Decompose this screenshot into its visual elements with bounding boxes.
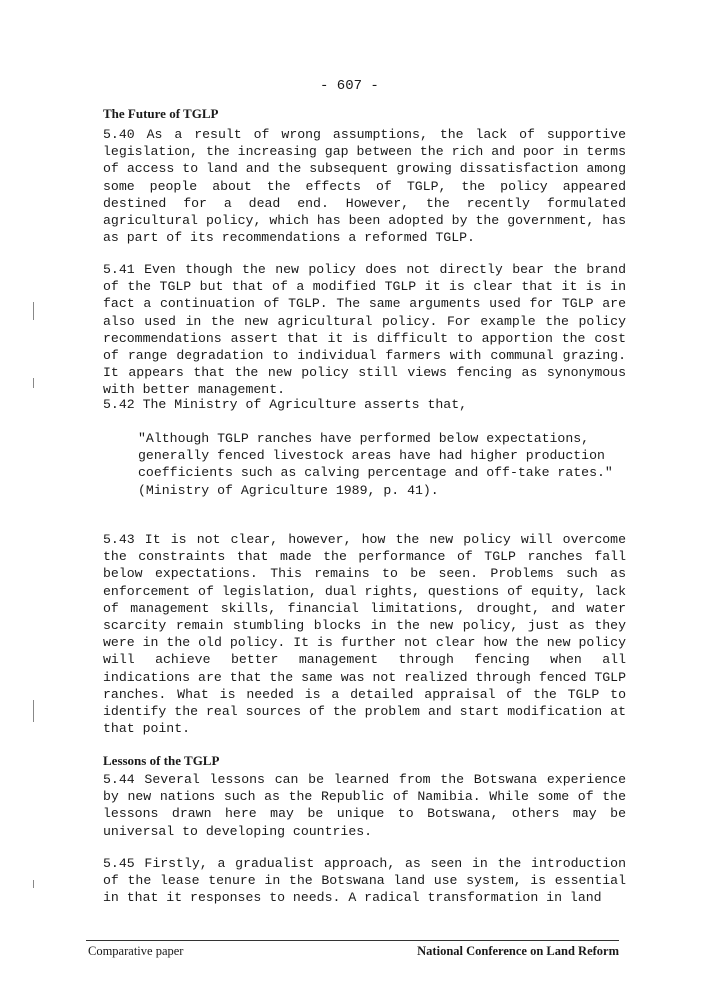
section-heading-lessons: Lessons of the TGLP: [103, 753, 220, 768]
footer-right-text: National Conference on Land Reform: [417, 944, 619, 958]
page-number: - 607 -: [320, 78, 379, 94]
paragraph-5-44: 5.44 Several lessons can be learned from the Botswana experience by new nations such as the Republic of Namibia. While some of the lessons drawn here may be unique to Botswana, others may be universal to developing countries.: [103, 772, 626, 839]
paragraph-5-40: 5.40 As a result of wrong assumptions, the lack of supportive legislation, the increasing gap between the rich and poor in terms of access to land and the subsequent growing dissatisfaction among some people about the effects of TGLP, the policy appeared destined for a dead end. However, the recently formulated agricultural policy, which has been adopted by the government, has as part of its recommendations a reformed TGLP.: [103, 127, 626, 246]
block-quote: "Although TGLP ranches have performed below expectations, generally fenced livestock areas have had higher production coefficients such as calving percentage and off-take rates." (Ministry of Agriculture 1989, p. 41).: [138, 431, 613, 498]
margin-mark: [33, 880, 40, 888]
margin-mark: [33, 302, 40, 320]
paragraph-5-45: 5.45 Firstly, a gradualist approach, as seen in the introduction of the lease tenure in the Botswana land use system, is essential in that it responses to needs. A radical transformation in land: [103, 856, 626, 906]
footer-left-text: Comparative paper: [88, 944, 184, 958]
section-heading-future: The Future of TGLP: [103, 106, 219, 121]
paragraph-5-41: 5.41 Even though the new policy does not directly bear the brand of the TGLP but that of a modified TGLP it is clear that it is in fact a continuation of TGLP. The same arguments used for TGLP are also used in the new agricultural policy. For example the policy recommendations assert that it is difficult to apportion the cost of range degradation to individual farmers with communal grazing. It appears that the new policy still views fencing as synonymous with better management.: [103, 262, 626, 398]
paragraph-5-42: 5.42 The Ministry of Agriculture asserts that,: [103, 397, 468, 412]
margin-mark: [33, 378, 40, 388]
margin-mark: [33, 700, 40, 722]
paragraph-5-43: 5.43 It is not clear, however, how the new policy will overcome the constraints that made the performance of TGLP ranches fall below expectations. This remains to be seen. Problems such as enforcement of legislation, dual rights, questions of equity, lack of management skills, financial limitations, drought, and water scarcity remain stumbling blocks in the new policy, just as they were in the old policy. It is further not clear how the new policy will achieve better management through fencing when all indications are that the same was not realized through fenced TGLP ranches. What is needed is a detailed appraisal of the TGLP to identify the real sources of the problem and start modification at that point.: [103, 532, 626, 737]
footer-rule: [86, 940, 619, 941]
